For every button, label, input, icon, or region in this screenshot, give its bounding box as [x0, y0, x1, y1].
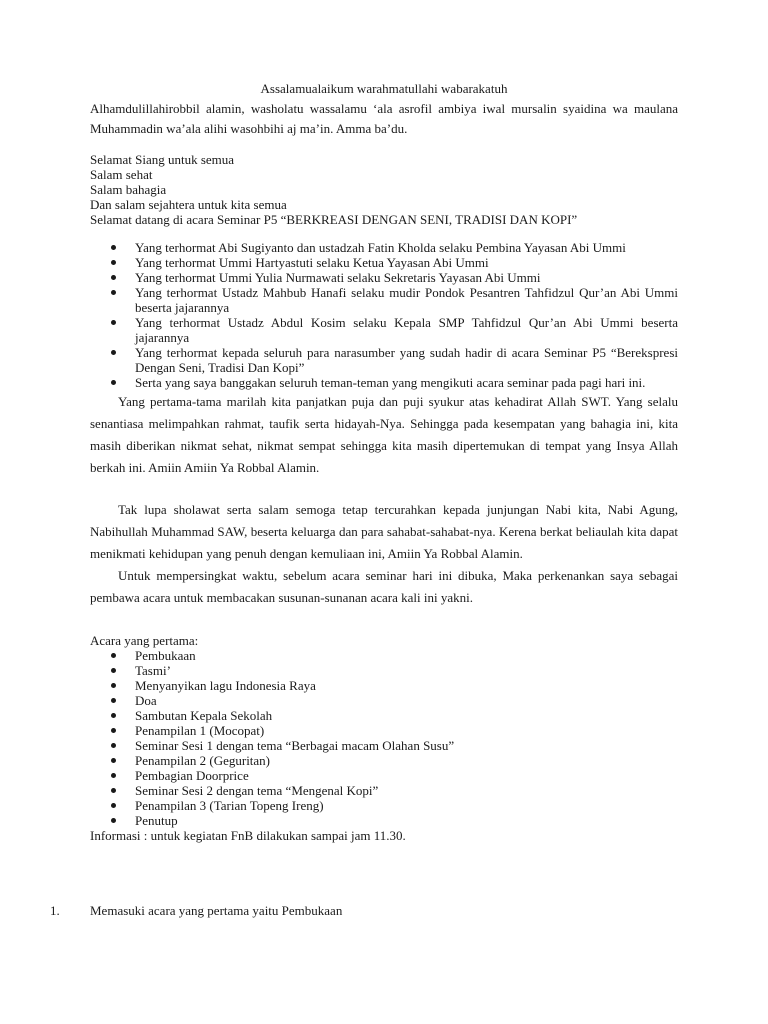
list-item — [90, 648, 678, 663]
bullet-icon — [111, 728, 116, 733]
bullet-icon — [111, 758, 116, 763]
list-item — [90, 708, 678, 723]
list-item — [90, 270, 678, 285]
list-item — [90, 798, 678, 813]
honorifics-list — [90, 240, 678, 390]
list-item — [90, 693, 678, 708]
list-item-text: Yang terhormat Ummi Hartyastuti selaku Ketua Yayasan Abi Ummi — [135, 255, 489, 270]
list-item-text: Pembagian Doorprice — [135, 768, 249, 783]
list-item — [90, 783, 678, 798]
list-item-text: Yang terhormat Ummi Yulia Nurmawati selaku Sekretaris Yayasan Abi Ummi — [135, 270, 541, 285]
bullet-icon — [111, 713, 116, 718]
list-item-text: Yang terhormat Abi Sugiyanto dan ustadzah Fatin Kholda selaku Pembina Yayasan Abi Ummi — [135, 240, 626, 255]
numbered-item-number: 1. — [50, 903, 60, 918]
list-item-text: Tasmi’ — [135, 663, 171, 678]
list-item — [90, 723, 678, 738]
list-item — [90, 768, 678, 783]
body-paragraph-3: Untuk mempersingkat waktu, sebelum acara seminar hari ini dibuka, Maka perkenankan saya sebagai pembawa acara untuk membacakan susunan-sunanan acara kali ini yakni. — [90, 568, 678, 605]
bullet-icon — [111, 245, 116, 250]
bullet-icon — [111, 275, 116, 280]
list-item — [90, 753, 678, 768]
list-item-text: Penampilan 3 (Tarian Topeng Ireng) — [135, 798, 324, 813]
list-item — [90, 813, 678, 828]
body-paragraph-1: Yang pertama-tama marilah kita panjatkan puja dan puji syukur atas kehadirat Allah SWT. Yang selalu senantiasa melimpahkan rahmat, taufik serta hidayah-Nya. Sehingga pada kesempatan yang bahagia ini, kita masih diberikan nikmat sehat, nikmat sempat sehingga kita masih dipertemukan di tempat yang Insya Allah berkah ini. Amiin Amiin Ya Robbal Alamin. — [90, 394, 678, 475]
list-item — [90, 285, 678, 315]
list-item — [90, 375, 678, 390]
list-item-text: Yang terhormat kepada seluruh para narasumber yang sudah hadir di acara Seminar P5 “Berekspresi Dengan Seni, Tradisi Dan Kopi” — [135, 345, 678, 375]
greeting-line: Selamat datang di acara Seminar P5 “BERKREASI DENGAN SENI, TRADISI DAN KOPI” — [90, 212, 578, 227]
list-item — [90, 255, 678, 270]
numbered-item-text: Memasuki acara yang pertama yaitu Pembukaan — [90, 903, 343, 918]
body-paragraph-2: Tak lupa sholawat serta salam semoga tetap tercurahkan kepada junjungan Nabi kita, Nabi Agung, Nabihullah Muhammad SAW, beserta keluarga dan para sahabat-sahabat-nya. Kerena berkat beliaulah kita dapat menikmati kehidupan yang penuh dengan kemuliaan ini, Amiin Ya Robbal Alamin. — [90, 502, 678, 561]
list-item-text: Pembukaan — [135, 648, 196, 663]
list-item-text: Serta yang saya banggakan seluruh teman-teman yang mengikuti acara seminar pada pagi hari ini. — [135, 375, 646, 390]
bullet-icon — [111, 653, 116, 658]
bullet-icon — [111, 818, 116, 823]
list-item-text: Doa — [135, 693, 157, 708]
list-item — [90, 345, 678, 375]
bullet-icon — [111, 290, 116, 295]
bullet-icon — [111, 380, 116, 385]
bullet-icon — [111, 350, 116, 355]
list-item — [90, 738, 678, 753]
greeting-line: Dan salam sejahtera untuk kita semua — [90, 197, 287, 212]
list-item-text: Yang terhormat Ustadz Mahbub Hanafi selaku mudir Pondok Pesantren Tahfidzul Qur’an Abi Ummi beserta jajarannya — [135, 285, 678, 315]
list-item-text: Penutup — [135, 813, 178, 828]
document-page — [90, 81, 678, 843]
list-item — [90, 663, 678, 678]
list-item-text: Penampilan 1 (Mocopat) — [135, 723, 265, 738]
bullet-icon — [111, 683, 116, 688]
list-item — [90, 240, 678, 255]
bullet-icon — [111, 788, 116, 793]
list-item-text: Penampilan 2 (Geguritan) — [135, 753, 271, 768]
greetings-block — [90, 152, 678, 227]
info-line: Informasi : untuk kegiatan FnB dilakukan sampai jam 11.30. — [90, 828, 406, 843]
bullet-icon — [111, 668, 116, 673]
list-item-text: Yang terhormat Ustadz Abdul Kosim selaku Kepala SMP Tahfidzul Qur’an Abi Ummi beserta jajarannya — [135, 315, 678, 345]
bullet-icon — [111, 698, 116, 703]
bullet-icon — [111, 743, 116, 748]
document-title: Assalamualaikum warahmatullahi wabarakatuh — [260, 81, 508, 96]
agenda-heading: Acara yang pertama: — [90, 633, 199, 648]
list-item-text: Menyanyikan lagu Indonesia Raya — [135, 678, 316, 693]
list-item-text: Sambutan Kepala Sekolah — [135, 708, 273, 723]
opening-paragraph: Alhamdulillahirobbil alamin, washolatu wassalamu ‘ala asrofil ambiya iwal mursalin syaidina wa maulana Muhammadin wa’ala alihi wasohbihi aj ma’in. Amma ba’du. — [90, 101, 678, 136]
greeting-line: Salam bahagia — [90, 182, 167, 197]
bullet-icon — [111, 803, 116, 808]
list-item-text: Seminar Sesi 1 dengan tema “Berbagai macam Olahan Susu” — [135, 738, 455, 753]
bullet-icon — [111, 320, 116, 325]
list-item — [90, 315, 678, 345]
list-item-text: Seminar Sesi 2 dengan tema “Mengenal Kopi” — [135, 783, 379, 798]
greeting-line: Salam sehat — [90, 167, 153, 182]
bullet-icon — [111, 773, 116, 778]
list-item — [90, 678, 678, 693]
agenda-list — [90, 648, 678, 828]
greeting-line: Selamat Siang untuk semua — [90, 152, 235, 167]
bullet-icon — [111, 260, 116, 265]
